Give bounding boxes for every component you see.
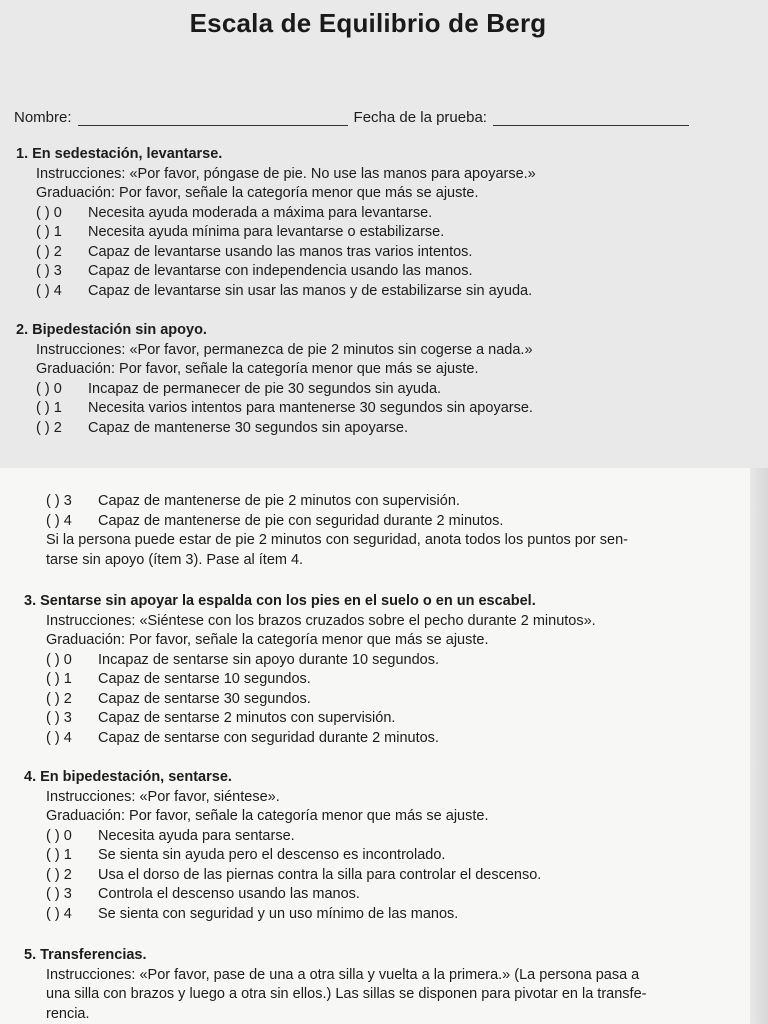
nombre-label: Nombre: <box>14 109 72 126</box>
option-text: Capaz de sentarse 2 minutos con supervisión. <box>98 710 396 726</box>
item-3-graduation: Graduación: Por favor, señale la categoría menor que más se ajuste. <box>46 632 489 648</box>
option-checkbox[interactable]: ( ) 4 <box>46 512 72 529</box>
option-checkbox[interactable]: ( ) 1 <box>46 847 72 863</box>
option-text: Controla el descenso usando las manos. <box>98 886 360 902</box>
option-checkbox[interactable]: ( ) 4 <box>36 282 62 299</box>
item-1 <box>0 145 740 301</box>
item-2-note <box>0 531 740 570</box>
item-4-instructions: Instrucciones: «Por favor, siéntese». <box>46 788 280 805</box>
item-1-heading: 1. En sedestación, levantarse. <box>16 146 223 162</box>
option-text: Capaz de levantarse sin usar las manos y de estabilizarse sin ayuda. <box>88 282 533 299</box>
option-checkbox[interactable]: ( ) 3 <box>36 263 62 279</box>
item-3-option[interactable] <box>0 709 740 729</box>
item-1-option[interactable] <box>0 262 740 282</box>
item-4-option[interactable] <box>0 846 740 866</box>
item-1-instructions: Instrucciones: «Por favor, póngase de pie. No use las manos para apoyarse.» <box>36 165 536 182</box>
item-3 <box>0 592 740 748</box>
option-checkbox[interactable]: ( ) 3 <box>46 710 72 726</box>
item-2-option[interactable] <box>0 492 740 512</box>
option-text: Necesita ayuda moderada a máxima para levantarse. <box>88 204 433 221</box>
option-checkbox[interactable]: ( ) 1 <box>36 224 62 240</box>
item-4-option[interactable] <box>0 905 740 925</box>
option-text: Capaz de mantenerse de pie con seguridad durante 2 minutos. <box>98 512 504 529</box>
option-text: Capaz de levantarse con independencia usando las manos. <box>88 263 473 279</box>
option-checkbox[interactable]: ( ) 2 <box>36 419 62 436</box>
instruction-line: Instrucciones: «Por favor, pase de una a otra silla y vuelta a la primera.» (La persona pasa a <box>46 966 640 983</box>
option-text: Necesita ayuda mínima para levantarse o estabilizarse. <box>88 224 445 240</box>
item-2-instructions: Instrucciones: «Por favor, permanezca de pie 2 minutos sin cogerse a nada.» <box>36 341 533 358</box>
page-edge-shadow <box>750 468 768 1024</box>
option-text: Capaz de sentarse con seguridad durante 2 minutos. <box>98 729 439 746</box>
option-text: Se sienta con seguridad y un uso mínimo de las manos. <box>98 905 459 922</box>
option-text: Necesita varios intentos para mantenerse 30 segundos sin apoyarse. <box>88 400 533 416</box>
name-date-row <box>14 104 726 126</box>
item-4-heading: 4. En bipedestación, sentarse. <box>24 769 232 785</box>
option-text: Capaz de levantarse usando las manos tras varios intentos. <box>88 243 473 260</box>
item-3-heading: 3. Sentarse sin apoyar la espalda con los pies en el suelo o en un escabel. <box>24 593 536 609</box>
item-4-option[interactable] <box>0 827 740 847</box>
option-checkbox[interactable]: ( ) 0 <box>46 827 72 844</box>
item-3-instructions: Instrucciones: «Siéntese con los brazos cruzados sobre el pecho durante 2 minutos». <box>46 612 596 629</box>
option-checkbox[interactable]: ( ) 3 <box>46 886 72 902</box>
fecha-blank-line[interactable] <box>493 109 689 126</box>
option-checkbox[interactable]: ( ) 0 <box>36 380 62 397</box>
item-5-heading: 5. Transferencias. <box>24 947 147 963</box>
item-1-option[interactable] <box>0 204 740 224</box>
item-5 <box>0 946 740 1024</box>
item-3-option[interactable] <box>0 690 740 710</box>
option-checkbox[interactable]: ( ) 4 <box>46 729 72 746</box>
item-4 <box>0 768 740 924</box>
option-text: Capaz de mantenerse 30 segundos sin apoyarse. <box>88 419 409 436</box>
instruction-line: una silla con brazos y luego a otra sin ellos.) Las sillas se disponen para pivotar en la transfe- <box>46 986 647 1002</box>
option-checkbox[interactable]: ( ) 4 <box>46 905 72 922</box>
option-text: Capaz de mantenerse de pie 2 minutos con supervisión. <box>98 493 460 509</box>
option-text: Necesita ayuda para sentarse. <box>98 827 295 844</box>
option-text: Incapaz de sentarse sin apoyo durante 10 segundos. <box>98 651 439 668</box>
note-line: Si la persona puede estar de pie 2 minutos con seguridad, anota todos los puntos por sen- <box>46 532 628 548</box>
option-text: Capaz de sentarse 10 segundos. <box>98 671 311 687</box>
item-2-option[interactable] <box>0 419 740 439</box>
item-2-option[interactable] <box>0 399 740 419</box>
option-checkbox[interactable]: ( ) 1 <box>46 671 72 687</box>
item-3-option[interactable] <box>0 651 740 671</box>
item-4-option[interactable] <box>0 866 740 886</box>
item-5-instructions <box>0 966 740 1024</box>
item-2-continued <box>0 492 740 570</box>
option-checkbox[interactable]: ( ) 0 <box>36 204 62 221</box>
instruction-line: rencia. <box>46 1005 90 1022</box>
item-3-option[interactable] <box>0 670 740 690</box>
option-text: Incapaz de permanecer de pie 30 segundos sin ayuda. <box>88 380 442 397</box>
item-2 <box>0 321 740 438</box>
item-2-graduation: Graduación: Por favor, señale la categoría menor que más se ajuste. <box>36 361 479 377</box>
option-text: Usa el dorso de las piernas contra la silla para controlar el descenso. <box>98 866 542 883</box>
item-2-option[interactable] <box>0 380 740 400</box>
fecha-label: Fecha de la prueba: <box>353 109 487 126</box>
item-1-option[interactable] <box>0 282 740 302</box>
note-line: tarse sin apoyo (ítem 3). Pase al ítem 4. <box>46 551 304 568</box>
option-checkbox[interactable]: ( ) 1 <box>36 400 62 416</box>
option-checkbox[interactable]: ( ) 2 <box>36 243 62 260</box>
option-checkbox[interactable]: ( ) 0 <box>46 651 72 668</box>
option-text: Capaz de sentarse 30 segundos. <box>98 690 311 707</box>
option-checkbox[interactable]: ( ) 2 <box>46 866 72 883</box>
option-checkbox[interactable]: ( ) 2 <box>46 690 72 707</box>
item-1-graduation: Graduación: Por favor, señale la categoría menor que más se ajuste. <box>36 185 479 201</box>
item-1-option[interactable] <box>0 223 740 243</box>
item-2-heading: 2. Bipedestación sin apoyo. <box>16 322 207 338</box>
option-checkbox[interactable]: ( ) 3 <box>46 493 72 509</box>
nombre-blank-line[interactable] <box>78 109 348 126</box>
item-2-option[interactable] <box>0 512 740 532</box>
option-text: Se sienta sin ayuda pero el descenso es incontrolado. <box>98 847 446 863</box>
document-title: Escala de Equilibrio de Berg <box>189 8 547 38</box>
item-4-option[interactable] <box>0 885 740 905</box>
item-3-option[interactable] <box>0 729 740 749</box>
item-4-graduation: Graduación: Por favor, señale la categoría menor que más se ajuste. <box>46 808 489 824</box>
item-1-option[interactable] <box>0 243 740 263</box>
